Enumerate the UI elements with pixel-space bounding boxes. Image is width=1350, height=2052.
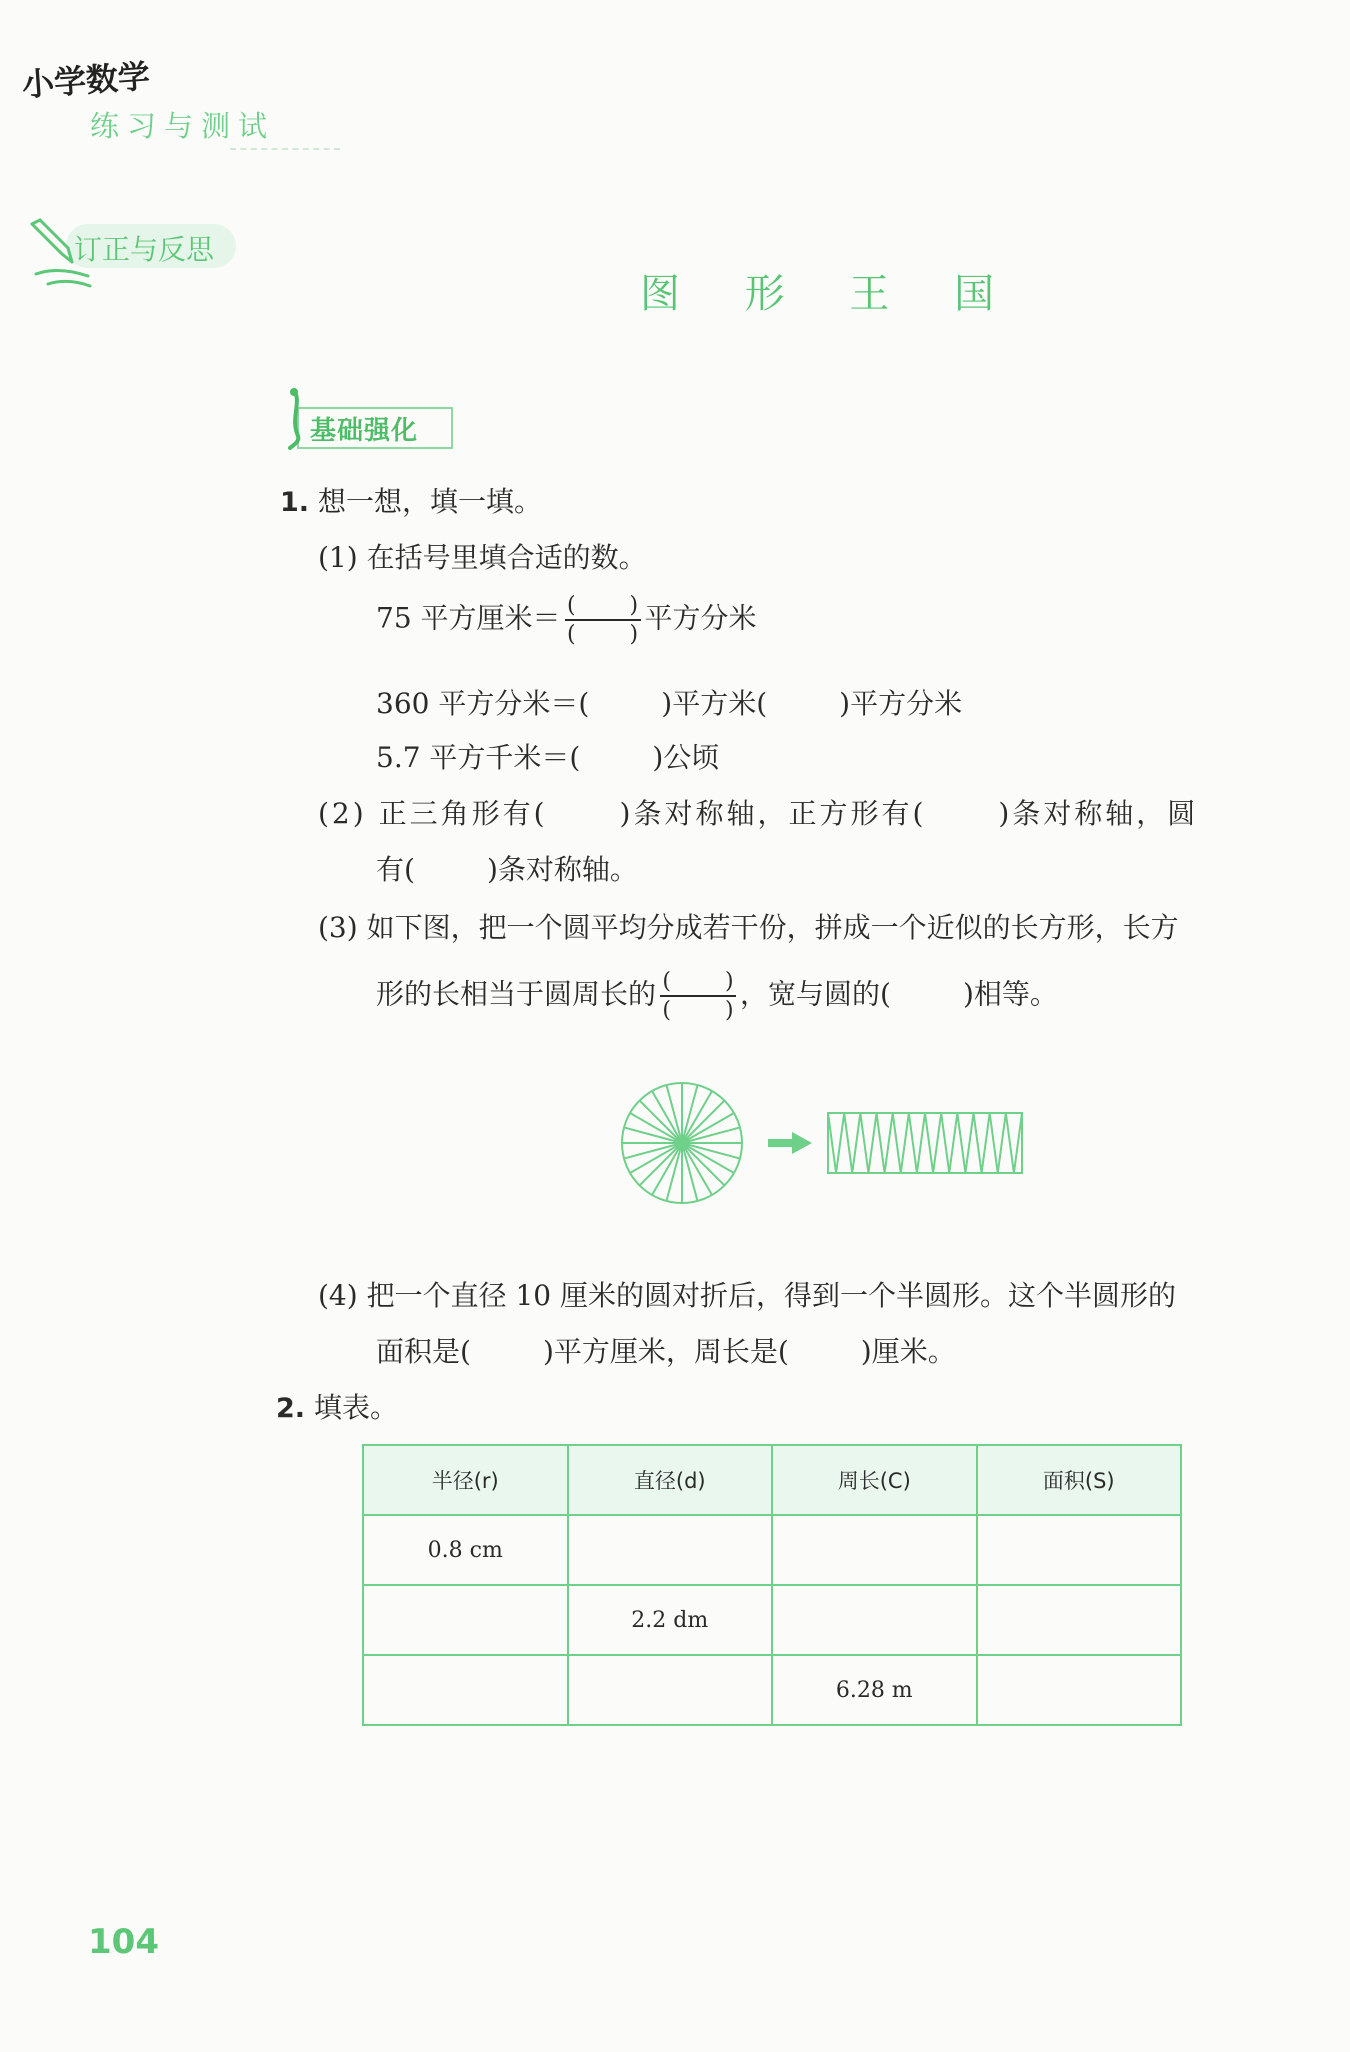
- table-cell-blank[interactable]: [568, 1515, 773, 1585]
- question-2-prompt: 填表。: [313, 1391, 398, 1424]
- table-cell: 2.2 dm: [568, 1585, 773, 1655]
- question-number: 2.: [276, 1393, 306, 1424]
- subquestion-2-line-2: [376, 853, 638, 886]
- table-header-row: [363, 1445, 1181, 1515]
- question-1-prompt: 想一想，填一填。: [317, 485, 542, 518]
- subquestion-text: )相等。: [962, 977, 1058, 1011]
- subquestion-text: 形的长相当于圆周长的: [376, 977, 657, 1011]
- subquestion-text: 把一个直径 10 厘米的圆对折后，得到一个半圆形。这个半圆形的: [366, 1279, 1177, 1312]
- subquestion-text: 如下图，把一个圆平均分成若干份，拼成一个近似的长方形，长方: [366, 911, 1179, 944]
- subquestion-label: (1): [318, 541, 358, 574]
- table-row: [363, 1585, 1181, 1655]
- subquestion-text: )厘米。: [860, 1335, 956, 1368]
- table-row: [363, 1655, 1181, 1725]
- header-diameter: 直径(d): [568, 1445, 773, 1515]
- subquestion-text: )平方厘米，周长是(: [542, 1335, 789, 1368]
- subquestion-1-prompt: 在括号里填合适的数。: [366, 541, 647, 574]
- question-1: [280, 485, 542, 518]
- section-basic-strengthening: 基础强化: [310, 416, 419, 446]
- conversion-line-3: [376, 741, 720, 774]
- book-series-title: 小学数学: [20, 57, 152, 104]
- approximate-rectangle-icon: [828, 1113, 1022, 1173]
- divided-circle-icon: [622, 1083, 742, 1203]
- conversion-text: )公顷: [652, 741, 720, 774]
- arrow-right-icon: [768, 1132, 812, 1154]
- table-cell-blank[interactable]: [568, 1655, 773, 1725]
- conversion-text: )平方米(: [661, 687, 768, 720]
- table-cell-blank[interactable]: [977, 1515, 1182, 1585]
- question-2: [276, 1391, 398, 1424]
- question-number: 1.: [280, 487, 310, 518]
- table-cell: 6.28 m: [772, 1655, 977, 1725]
- conversion-line-1: [376, 594, 757, 646]
- subquestion-label: (3): [318, 911, 358, 944]
- table-cell-blank[interactable]: [772, 1585, 977, 1655]
- table-cell-blank[interactable]: [977, 1655, 1182, 1725]
- page-number: 104: [88, 1922, 159, 1962]
- table-row: [363, 1515, 1181, 1585]
- subquestion-4-line-2: [376, 1335, 956, 1368]
- table-cell-blank[interactable]: [363, 1585, 568, 1655]
- subquestion-text: 正三角形有(: [378, 797, 548, 830]
- subquestion-label: (2): [318, 797, 367, 830]
- header-area: 面积(S): [977, 1445, 1182, 1515]
- fraction-blank[interactable]: $\frac{( )}{( )}$: [559, 594, 647, 646]
- header-divider: [230, 148, 340, 150]
- header-radius: 半径(r): [363, 1445, 568, 1515]
- circle-to-rectangle-figure: [618, 1078, 1028, 1208]
- header-circumference: 周长(C): [772, 1445, 977, 1515]
- subquestion-text: 面积是(: [376, 1335, 471, 1368]
- page-title: 图 形 王 国: [640, 271, 1021, 317]
- subquestion-2-line-1: [318, 797, 1199, 830]
- conversion-text: )平方分米: [839, 687, 963, 720]
- subquestion-1: [318, 541, 647, 574]
- conversion-text: 360 平方分米＝(: [376, 687, 590, 720]
- conversion-text: 75 平方厘米＝: [376, 601, 561, 635]
- subquestion-label: (4): [318, 1279, 358, 1312]
- conversion-text: 平方分米: [644, 601, 757, 635]
- table-cell-blank[interactable]: [977, 1585, 1182, 1655]
- table-cell: 0.8 cm: [363, 1515, 568, 1585]
- correction-reflection-label: 订正与反思: [74, 233, 215, 266]
- subquestion-3-line-1: [318, 911, 1179, 944]
- subquestion-4-line-1: [318, 1279, 1177, 1312]
- conversion-text: 5.7 平方千米＝(: [376, 741, 581, 774]
- subquestion-text: )条对称轴，正方形有(: [619, 797, 927, 830]
- subquestion-3-line-2: [376, 970, 1058, 1022]
- table-cell-blank[interactable]: [363, 1655, 568, 1725]
- subquestion-text: )条对称轴，圆: [998, 797, 1199, 830]
- table-cell-blank[interactable]: [772, 1515, 977, 1585]
- subquestion-text: 有(: [376, 853, 415, 886]
- book-series-subtitle: 练习与测试: [90, 109, 276, 143]
- subquestion-text: )条对称轴。: [486, 853, 638, 886]
- subquestion-text: ，宽与圆的(: [740, 977, 891, 1011]
- circle-measurements-table: [362, 1444, 1182, 1726]
- conversion-line-2: [376, 687, 963, 720]
- fraction-blank[interactable]: $\frac{( )}{( )}$: [654, 970, 742, 1022]
